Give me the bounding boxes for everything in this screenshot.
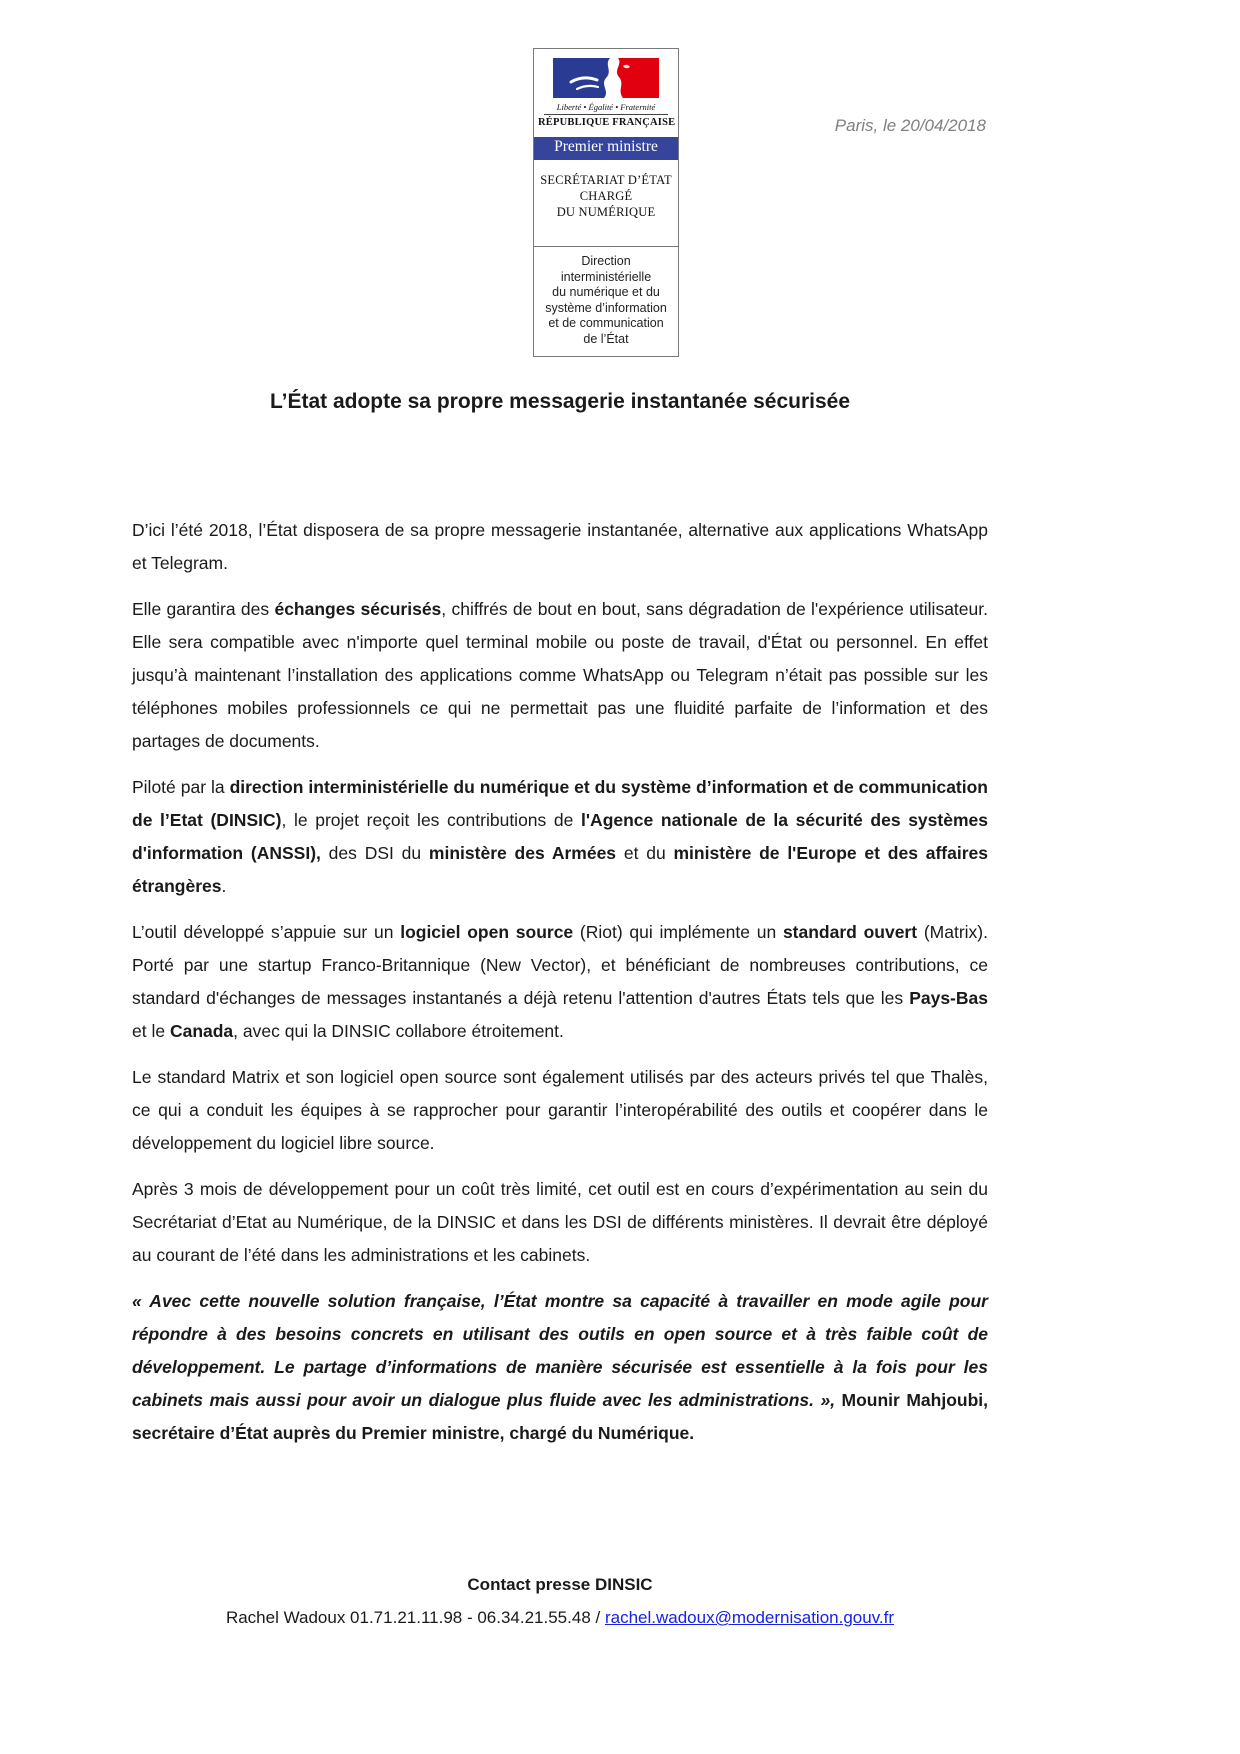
contact-email-link[interactable]: rachel.wadoux@modernisation.gouv.fr bbox=[604, 1608, 895, 1627]
contact-line bbox=[132, 1601, 988, 1634]
secretariat-line: DU NUMÉRIQUE bbox=[556, 205, 656, 219]
direction-line: Direction bbox=[581, 254, 631, 268]
ministry-banner: Premier ministre bbox=[534, 137, 678, 160]
paragraph: D’ici l’été 2018, l’État disposera de sa propre messagerie instantanée, alternative aux applications WhatsApp et Telegram. bbox=[132, 520, 988, 573]
footer bbox=[132, 1568, 988, 1634]
marianne-flag-icon bbox=[538, 58, 674, 98]
motto: Liberté • Égalité • Fraternité bbox=[556, 102, 656, 112]
direction-title bbox=[534, 246, 678, 356]
dateline: Paris, le 20/04/2018 bbox=[834, 116, 986, 135]
paragraph: Piloté par la direction interministérielle du numérique et du système d’information et de communication de l’Etat (DINSIC), le projet reçoit les contributions de l'Agence nationale de la sécurité des systèmes d'information (ANSSI), des DSI du ministère des Armées et du ministère de l'Europe et des affaires étrangères. bbox=[132, 777, 988, 896]
paragraph: Elle garantira des échanges sécurisés, chiffrés de bout en bout, sans dégradation de l'expérience utilisateur. Elle sera compatible avec n'importe quel terminal mobile ou poste de travail, d'État ou personnel. En effet jusqu’à maintenant l’installation des applications comme WhatsApp ou Telegram n’était pas possible sur les téléphones mobiles professionnels ce qui ne permettait pas une fluidité parfaite de l’information et des partages de documents. bbox=[132, 599, 988, 751]
motto-rule bbox=[544, 114, 668, 115]
contact-title: Contact presse DINSIC bbox=[467, 1575, 653, 1594]
direction-line: interministérielle bbox=[560, 269, 652, 284]
secretariat-line: SECRÉTARIAT D’ÉTAT bbox=[540, 173, 672, 187]
body-paragraphs bbox=[132, 514, 988, 1463]
direction-line: de l’État bbox=[583, 331, 629, 346]
secretariat-line: CHARGÉ bbox=[579, 189, 633, 203]
paragraph: « Avec cette nouvelle solution française, l’État montre sa capacité à travailler en mode agile pour répondre à des besoins concrets en utilisant des outils en open source et à très faible coût de développement. Le partage d’informations de manière sécurisée est essentielle à la fois pour les cabinets mais aussi pour avoir un dialogue plus fluide avec les administrations. », Mounir Mahjoubi, secrétaire d’État auprès du Premier ministre, chargé du Numérique. bbox=[132, 1291, 988, 1443]
direction-line: système d’information bbox=[545, 300, 667, 315]
paragraph: L’outil développé s’appuie sur un logiciel open source (Riot) qui implémente un standard ouvert (Matrix). Porté par une startup Franco-Britannique (New Vector), et bénéficiant de nombreuses contributions, ce standard d'échanges de messages instantanés a déjà retenu l'attention d'autres États tels que les Pays-Bas et le Canada, avec qui la DINSIC collabore étroitement. bbox=[132, 922, 988, 1041]
gov-logo-box bbox=[533, 48, 679, 357]
paragraph: Après 3 mois de développement pour un coût très limité, cet outil est en cours d’expérimentation au sein du Secrétariat d’Etat au Numérique, de la DINSIC et dans les DSI de différents ministères. Il devrait être déployé au courant de l’été dans les administrations et les cabinets. bbox=[132, 1179, 988, 1265]
contact-text: Rachel Wadoux 01.71.21.11.98 - 06.34.21.55.48 / bbox=[225, 1608, 605, 1627]
secretariat-title bbox=[534, 160, 678, 246]
page-title: L’État adopte sa propre messagerie instantanée sécurisée bbox=[269, 390, 851, 413]
direction-line: et de communication bbox=[548, 316, 664, 330]
direction-line: du numérique et du bbox=[552, 285, 660, 299]
republic-name: RÉPUBLIQUE FRANÇAISE bbox=[538, 117, 676, 128]
paragraph: Le standard Matrix et son logiciel open source sont également utilisés par des acteurs privés tel que Thalès, ce qui a conduit les équipes à se rapprocher pour garantir l’interopérabilité des outils et coopérer dans le développement du logiciel libre source. bbox=[132, 1067, 988, 1153]
logo-top bbox=[534, 49, 678, 131]
